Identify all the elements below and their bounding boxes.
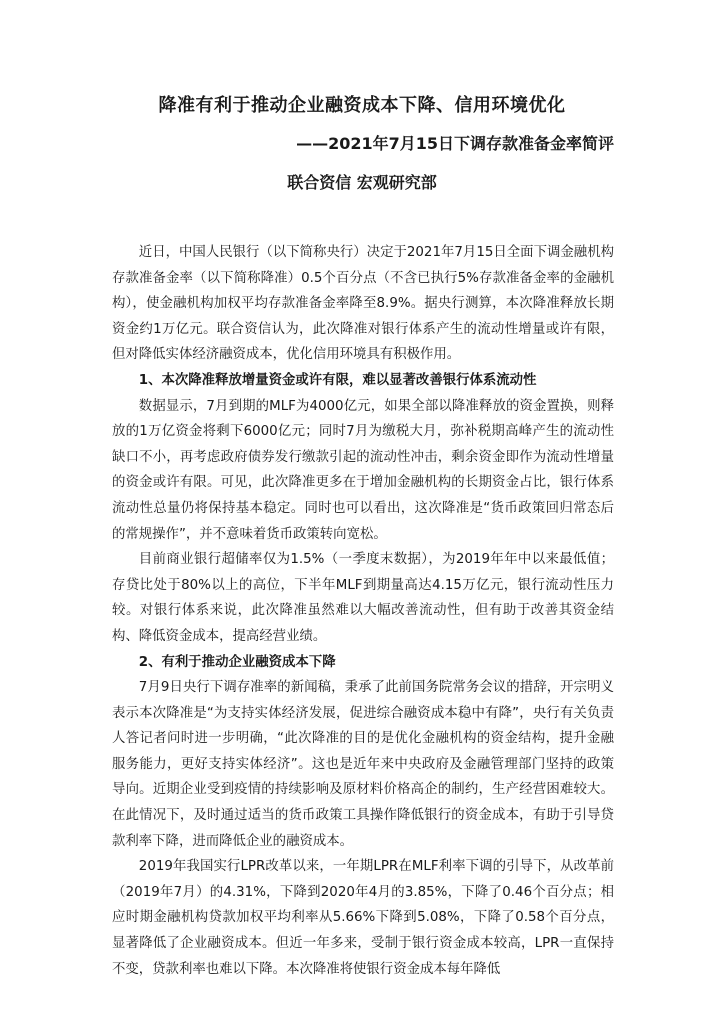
intro-paragraph: 近日，中国人民银行（以下简称央行）决定于2021年7月15日全面下调金融机构存款准备金率（以下简称降准）0.5个百分点（不含已执行5%存款准备金率的金融机构），使金融机构加权平均存款准备金率降至8.9%。据央行测算，本次降准释放长期资金约1万亿元。联合资信认为，此次降准对银行体系产生的流动性增量或许有限，但对降低实体经济融资成本，优化信用环境具有积极作用。: [112, 245, 614, 363]
section-2-paragraph-1: 7月9日央行下调存准率的新闻稿，秉承了此前国务院常务会议的措辞，开宗明义表示本次降准是“为支持实体经济发展，促进综合融资成本稳中有降”，央行有关负责人答记者问时进一步明确，“此次降准的目的是优化金融机构的资金结构，提升金融服务能力，更好支持实体经济”。这也是近年来中央政府及金融管理部门坚持的政策导向。近期企业受到疫情的持续影响及原材料价格高企的制约，生产经营困难较大。在此情况下，及时通过适当的货币政策工具操作降低银行的资金成本，有助于引导贷款利率下降，进而降低企业的融资成本。: [112, 680, 614, 849]
document-subtitle: ——2021年7月15日下调存款准备金率简评: [296, 134, 614, 153]
section-1-paragraph-1: 数据显示，7月到期的MLF为4000亿元，如果全部以降准释放的资金置换，则释放的1万亿资金将剩下6000亿元；同时7月为缴税大月，弥补税期高峰产生的流动性缺口不小，再考虑政府债券发行缴款引起的流动性冲击，剩余资金即作为流动性增量的资金或许有限。可见，此次降准更多在于增加金融机构的长期资金占比，银行体系流动性总量仍将保持基本稳定。同时也可以看出，这次降准是“货币政策回归常态后的常规操作”，并不意味着货币政策转向宽松。: [112, 398, 614, 542]
document-author: 联合资信 宏观研究部: [287, 173, 437, 192]
section-1-paragraph-2: 目前商业银行超储率仅为1.5%（一季度末数据），为2019年年中以来最低值；存贷比处于80%以上的高位，下半年MLF到期量高达4.15万亿元，银行流动性压力较。对银行体系来说，此次降准虽然难以大幅改善流动性，但有助于改善其资金结构、降低资金成本，提高经营业绩。: [112, 552, 614, 644]
section-2-heading: 2、有利于推动企业融资成本下降: [138, 654, 336, 670]
section-1-heading: 1、本次降准释放增量资金或许有限，难以显著改善银行体系流动性: [138, 372, 537, 388]
document-body: [112, 240, 614, 982]
document-title: 降准有利于推动企业融资成本下降、信用环境优化: [158, 95, 566, 116]
section-2-paragraph-2: 2019年我国实行LPR改革以来，一年期LPR在MLF利率下调的引导下，从改革前（2019年7月）的4.31%，下降到2020年4月的3.85%，下降了0.46个百分点；相应时期金融机构贷款加权平均利率从5.66%下降到5.08%，下降了0.58个百分点，显著降低了企业融资成本。但近一年多来，受制于银行资金成本较高，LPR一直保持不变，贷款利率也难以下降。本次降准将使银行资金成本每年降低: [112, 859, 614, 977]
